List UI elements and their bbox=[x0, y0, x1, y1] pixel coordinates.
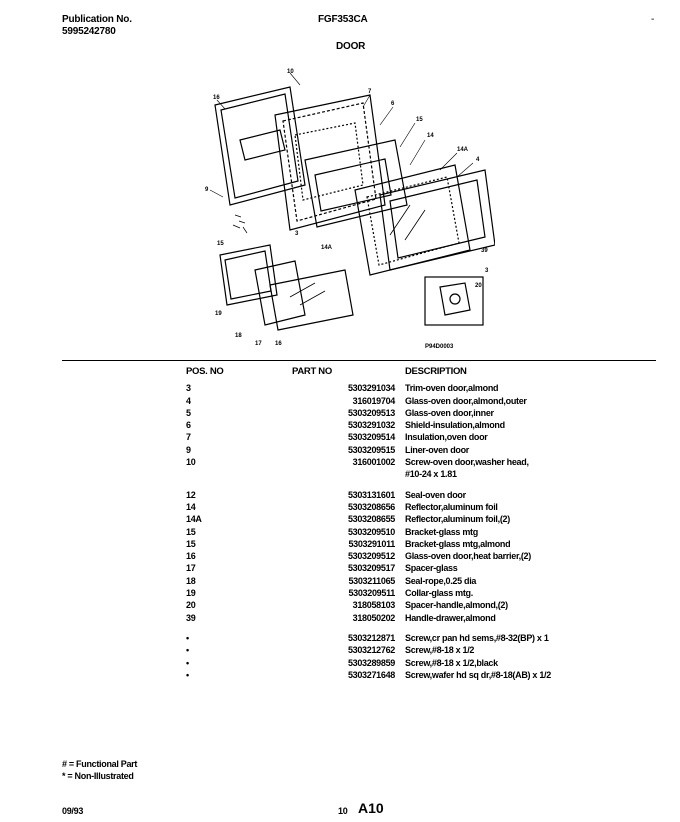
part-number-cell: 5303211065 bbox=[348, 575, 395, 586]
table-row bbox=[186, 587, 635, 599]
part-number-cell bbox=[252, 468, 395, 480]
footer-page-number: 10 bbox=[338, 806, 348, 816]
svg-text:16: 16 bbox=[275, 341, 282, 347]
description-cell: Bracket-glass mtg,almond bbox=[405, 538, 511, 549]
part-number-cell: 5303209515 bbox=[347, 444, 395, 455]
pos-cell: 14A bbox=[186, 514, 202, 525]
description-cell: Screw,cr pan hd sems,#8-32(BP) x 1 bbox=[405, 632, 549, 643]
part-number-cell: 5303212762 bbox=[347, 645, 395, 656]
diagram-ref-code: P94D0003 bbox=[425, 344, 454, 350]
table-row bbox=[186, 513, 635, 525]
description-cell: Collar-glass mtg. bbox=[405, 588, 473, 599]
parts-table bbox=[186, 366, 635, 681]
inner-glass bbox=[355, 165, 470, 275]
table-row bbox=[186, 382, 635, 394]
description-cell: Reflector,aluminum foil,(2) bbox=[405, 514, 510, 525]
svg-text:7: 7 bbox=[368, 89, 372, 95]
description-cell: Glass-oven door,heat barrier,(2) bbox=[405, 551, 531, 562]
footer-date: 09/93 bbox=[62, 806, 84, 816]
table-row bbox=[186, 468, 635, 480]
pos-cell: 19 bbox=[186, 588, 196, 599]
part-number-cell: 5303209514 bbox=[347, 432, 395, 443]
part-number-cell: 316001002 bbox=[352, 457, 395, 468]
legend-non-illustrated: * = Non-Illustrated bbox=[62, 771, 134, 781]
description-cell: Screw,#8-18 x 1/2 bbox=[405, 645, 475, 656]
publication-label: Publication No. bbox=[62, 14, 132, 25]
description-cell: Spacer-glass bbox=[405, 563, 458, 574]
table-row bbox=[186, 575, 635, 587]
trim-frame bbox=[380, 170, 495, 270]
description-cell: Insulation,oven door bbox=[405, 432, 488, 443]
pos-cell: 16 bbox=[186, 551, 196, 562]
svg-text:14A: 14A bbox=[457, 147, 469, 153]
pos-cell: • bbox=[186, 657, 189, 668]
pos-cell: 10 bbox=[186, 457, 196, 468]
svg-text:14: 14 bbox=[427, 133, 434, 139]
part-number-cell: 5303212871 bbox=[347, 632, 395, 643]
svg-text:20: 20 bbox=[475, 283, 482, 289]
table-row bbox=[186, 395, 635, 407]
part-number-cell: 318058103 bbox=[352, 600, 395, 611]
part-number-cell: 5303271648 bbox=[347, 669, 395, 680]
table-top-rule bbox=[62, 360, 656, 361]
col-header-desc: DESCRIPTION bbox=[405, 366, 467, 377]
table-row bbox=[186, 501, 635, 513]
part-number-cell: 316019704 bbox=[352, 395, 395, 406]
row-spacer bbox=[186, 624, 635, 632]
description-cell: Screw,wafer hd sq dr,#8-18(AB) x 1/2 bbox=[405, 669, 551, 680]
pos-cell: 15 bbox=[186, 526, 196, 537]
svg-text:15: 15 bbox=[416, 117, 423, 123]
part-number-cell: 318050202 bbox=[352, 612, 395, 623]
pos-cell: 5 bbox=[186, 407, 191, 418]
description-cell: Liner-oven door bbox=[405, 444, 470, 455]
svg-text:17: 17 bbox=[255, 341, 262, 347]
part-number-cell: 5303291032 bbox=[347, 420, 395, 431]
description-cell: Screw-oven door,washer head, bbox=[405, 457, 529, 468]
svg-text:15: 15 bbox=[217, 241, 224, 247]
part-number-cell: 5303208655 bbox=[347, 514, 395, 525]
svg-text:16: 16 bbox=[213, 95, 220, 101]
pos-cell: 39 bbox=[186, 612, 196, 623]
table-row bbox=[186, 456, 635, 468]
part-number-cell: 5303208656 bbox=[347, 501, 395, 512]
col-header-pos: POS. NO bbox=[186, 366, 224, 377]
description-cell: Shield-insulation,almond bbox=[405, 420, 505, 431]
svg-text:3: 3 bbox=[295, 231, 299, 237]
section-title: DOOR bbox=[336, 41, 366, 52]
description-cell: Screw,#8-18 x 1/2,black bbox=[405, 657, 498, 668]
lower-glass-assembly bbox=[220, 245, 353, 330]
pos-cell: 9 bbox=[186, 444, 191, 455]
table-row bbox=[186, 444, 635, 456]
description-cell: Glass-oven door,almond,outer bbox=[405, 395, 527, 406]
svg-text:9: 9 bbox=[205, 187, 209, 193]
table-row bbox=[186, 599, 635, 611]
svg-text:4: 4 bbox=[476, 157, 480, 163]
pos-cell: 7 bbox=[186, 432, 191, 443]
table-row bbox=[186, 431, 635, 443]
description-cell: Reflector,aluminum foil bbox=[405, 501, 498, 512]
description-cell: Trim-oven door,almond bbox=[405, 383, 499, 394]
corner-mark: - bbox=[651, 14, 655, 25]
pos-cell: 4 bbox=[186, 395, 191, 406]
description-cell: Handle-drawer,almond bbox=[405, 612, 496, 623]
part-number-cell: 5303209511 bbox=[348, 588, 395, 599]
table-row bbox=[186, 419, 635, 431]
exploded-door-diagram bbox=[195, 65, 495, 353]
row-spacer bbox=[186, 481, 635, 489]
pos-cell bbox=[186, 468, 252, 480]
liner-panel bbox=[215, 87, 305, 205]
pos-cell: 6 bbox=[186, 420, 191, 431]
svg-text:3: 3 bbox=[485, 268, 489, 274]
pos-cell: 20 bbox=[186, 600, 196, 611]
table-row bbox=[186, 657, 635, 669]
svg-text:6: 6 bbox=[391, 101, 395, 107]
part-number-cell: 5303131601 bbox=[347, 489, 395, 500]
table-row bbox=[186, 644, 635, 656]
table-row bbox=[186, 612, 635, 624]
pos-cell: • bbox=[186, 669, 189, 680]
part-number-cell: 5303291034 bbox=[347, 383, 395, 394]
screw-cluster bbox=[233, 215, 247, 233]
part-number-cell: 5303209517 bbox=[347, 563, 395, 574]
table-row bbox=[186, 669, 635, 681]
parts-table-body bbox=[186, 382, 635, 681]
pos-cell: 12 bbox=[186, 489, 196, 500]
table-row bbox=[186, 489, 635, 501]
table-row bbox=[186, 632, 635, 644]
part-number-cell: 5303291011 bbox=[348, 538, 395, 549]
description-cell: Bracket-glass mtg bbox=[405, 526, 478, 537]
part-number-cell: 5303209513 bbox=[347, 407, 395, 418]
pos-cell: 3 bbox=[186, 383, 191, 394]
pos-cell: 15 bbox=[186, 538, 196, 549]
svg-text:14A: 14A bbox=[321, 245, 333, 251]
legend-functional: # = Functional Part bbox=[62, 759, 138, 769]
part-number-cell: 5303209510 bbox=[347, 526, 395, 537]
part-number-cell: 5303289859 bbox=[347, 657, 395, 668]
description-cell: Glass-oven door,inner bbox=[405, 407, 494, 418]
svg-text:19: 19 bbox=[215, 311, 222, 317]
svg-text:10: 10 bbox=[287, 69, 294, 75]
table-row bbox=[186, 407, 635, 419]
publication-number: 5995242780 bbox=[62, 26, 116, 37]
pos-cell: 18 bbox=[186, 575, 196, 586]
pos-cell: 17 bbox=[186, 563, 196, 574]
table-row bbox=[186, 550, 635, 562]
description-cell: Seal-rope,0.25 dia bbox=[405, 575, 477, 586]
svg-text:39: 39 bbox=[481, 248, 488, 254]
pos-cell: • bbox=[186, 645, 189, 656]
pos-cell: • bbox=[186, 632, 189, 643]
col-header-part: PART NO bbox=[292, 366, 332, 377]
description-cell: Spacer-handle,almond,(2) bbox=[405, 600, 508, 611]
model-number: FGF353CA bbox=[318, 14, 368, 25]
footer-page-code: A10 bbox=[358, 800, 384, 816]
table-row bbox=[186, 562, 635, 574]
pos-cell: 14 bbox=[186, 501, 196, 512]
callout-labels bbox=[205, 69, 489, 350]
description-cell: #10-24 x 1.81 bbox=[405, 469, 457, 480]
table-row bbox=[186, 526, 635, 538]
svg-text:18: 18 bbox=[235, 333, 242, 339]
table-row bbox=[186, 538, 635, 550]
part-number-cell: 5303209512 bbox=[347, 551, 395, 562]
table-header-row bbox=[186, 366, 635, 382]
description-cell: Seal-oven door bbox=[405, 489, 466, 500]
